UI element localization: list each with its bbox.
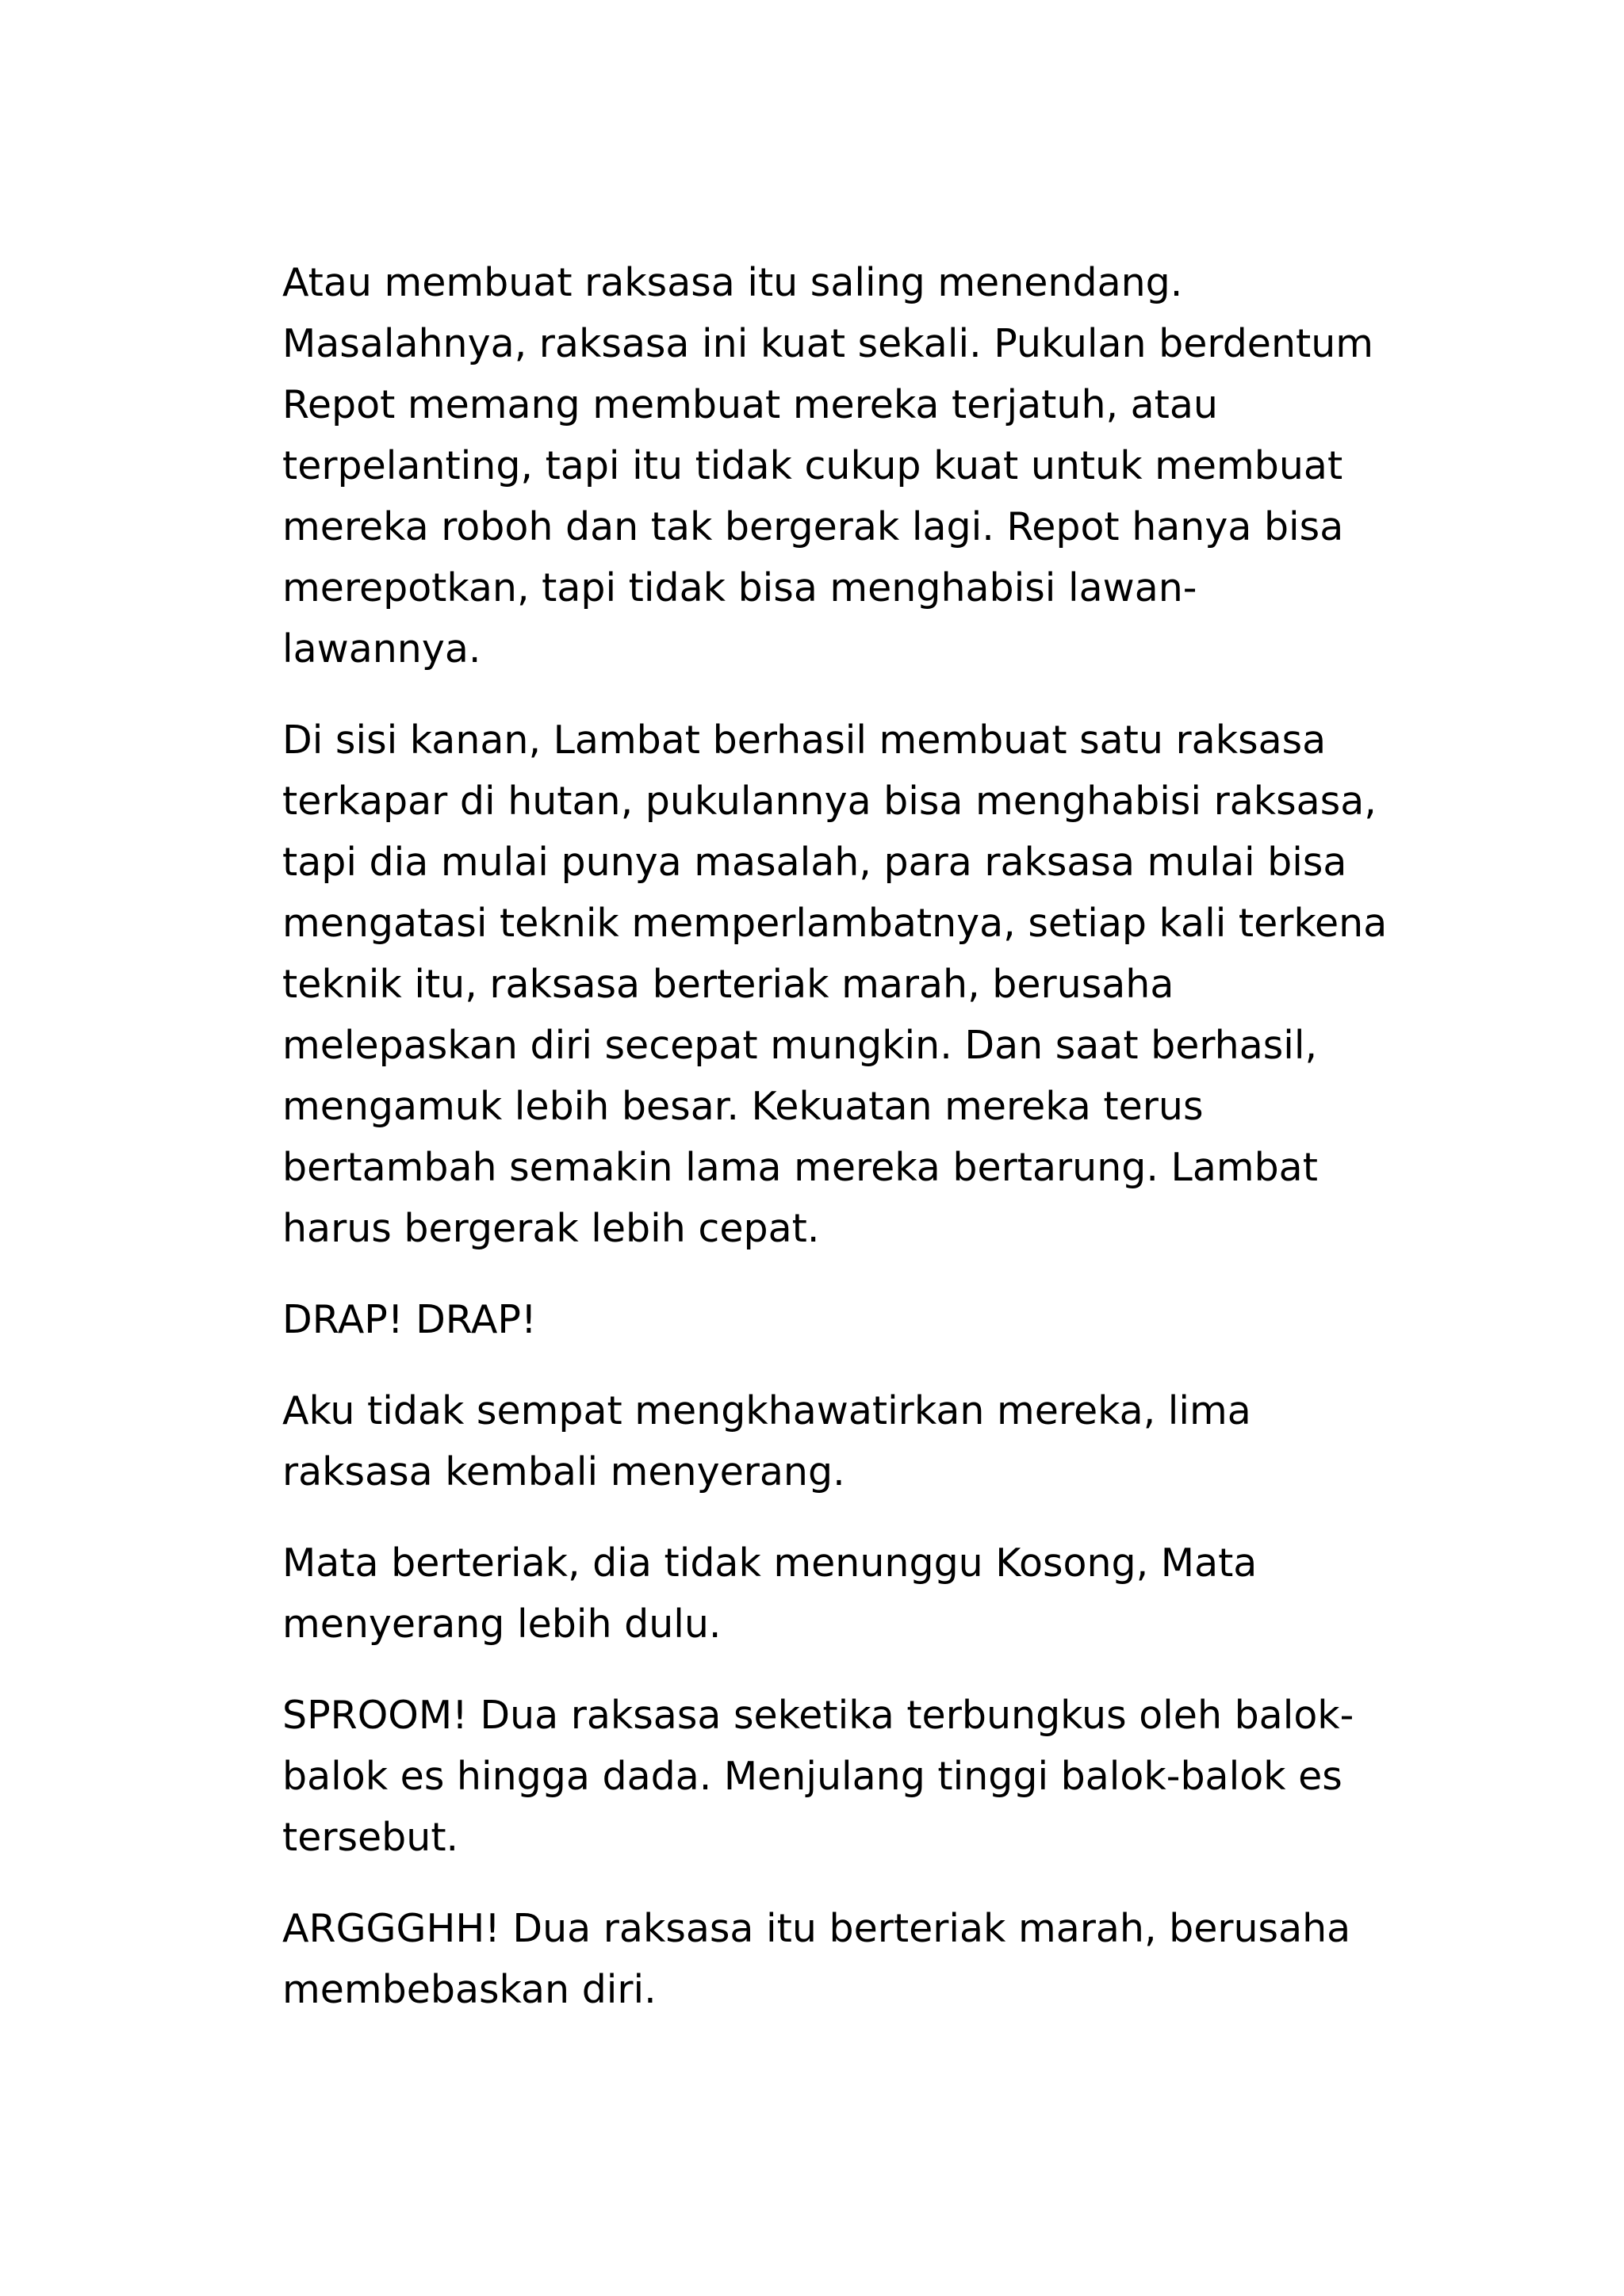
paragraph-2 <box>282 710 1424 1259</box>
text-line: teknik itu, raksasa berteriak marah, berusaha <box>282 962 1174 1007</box>
text-line: Mata berteriak, dia tidak menunggu Kosong, Mata <box>282 1540 1258 1586</box>
text-line: terkapar di hutan, pukulannya bisa menghabisi raksasa, <box>282 779 1377 824</box>
text-line: raksasa kembali menyerang. <box>282 1449 845 1494</box>
text-line: ARGGGHH! Dua raksasa itu berteriak marah, berusaha <box>282 1906 1351 1951</box>
text-line: tersebut. <box>282 1815 459 1860</box>
text-line: merepotkan, tapi tidak bisa menghabisi lawan- <box>282 565 1197 610</box>
text-line: Masalahnya, raksasa ini kuat sekali. Pukulan berdentum <box>282 321 1373 366</box>
text-line: terpelanting, tapi itu tidak cukup kuat untuk membuat <box>282 443 1343 488</box>
text-line: mereka roboh dan tak bergerak lagi. Repot hanya bisa <box>282 504 1344 549</box>
text-line: melepaskan diri secepat mungkin. Dan saat berhasil, <box>282 1023 1318 1068</box>
text-line: DRAP! DRAP! <box>282 1297 537 1342</box>
text-line: menyerang lebih dulu. <box>282 1601 722 1647</box>
paragraph-1 <box>282 252 1424 679</box>
paragraph-5 <box>282 1533 1424 1655</box>
text-line: membebaskan diri. <box>282 1967 657 2012</box>
text-line: mengamuk lebih besar. Kekuatan mereka terus <box>282 1084 1204 1129</box>
text-line: balok es hingga dada. Menjulang tinggi balok-balok es <box>282 1754 1342 1799</box>
text-line: bertambah semakin lama mereka bertarung. Lambat <box>282 1145 1318 1190</box>
text-line: mengatasi teknik memperlambatnya, setiap kali terkena <box>282 901 1388 946</box>
text-line: Aku tidak sempat mengkhawatirkan mereka, lima <box>282 1388 1251 1433</box>
paragraph-4 <box>282 1380 1424 1502</box>
text-line: Di sisi kanan, Lambat berhasil membuat satu raksasa <box>282 718 1327 763</box>
text-line: Atau membuat raksasa itu saling menendang. <box>282 260 1183 305</box>
paragraph-7 <box>282 1898 1424 2020</box>
text-body <box>282 252 1424 2050</box>
text-line: tapi dia mulai punya masalah, para raksasa mulai bisa <box>282 840 1347 885</box>
text-line: harus bergerak lebih cepat. <box>282 1206 820 1251</box>
text-line: SPROOM! Dua raksasa seketika terbungkus oleh balok- <box>282 1693 1354 1738</box>
text-line: Repot memang membuat mereka terjatuh, atau <box>282 382 1218 427</box>
paragraph-3 <box>282 1289 1424 1350</box>
paragraph-6 <box>282 1685 1424 1868</box>
text-line: lawannya. <box>282 626 481 672</box>
